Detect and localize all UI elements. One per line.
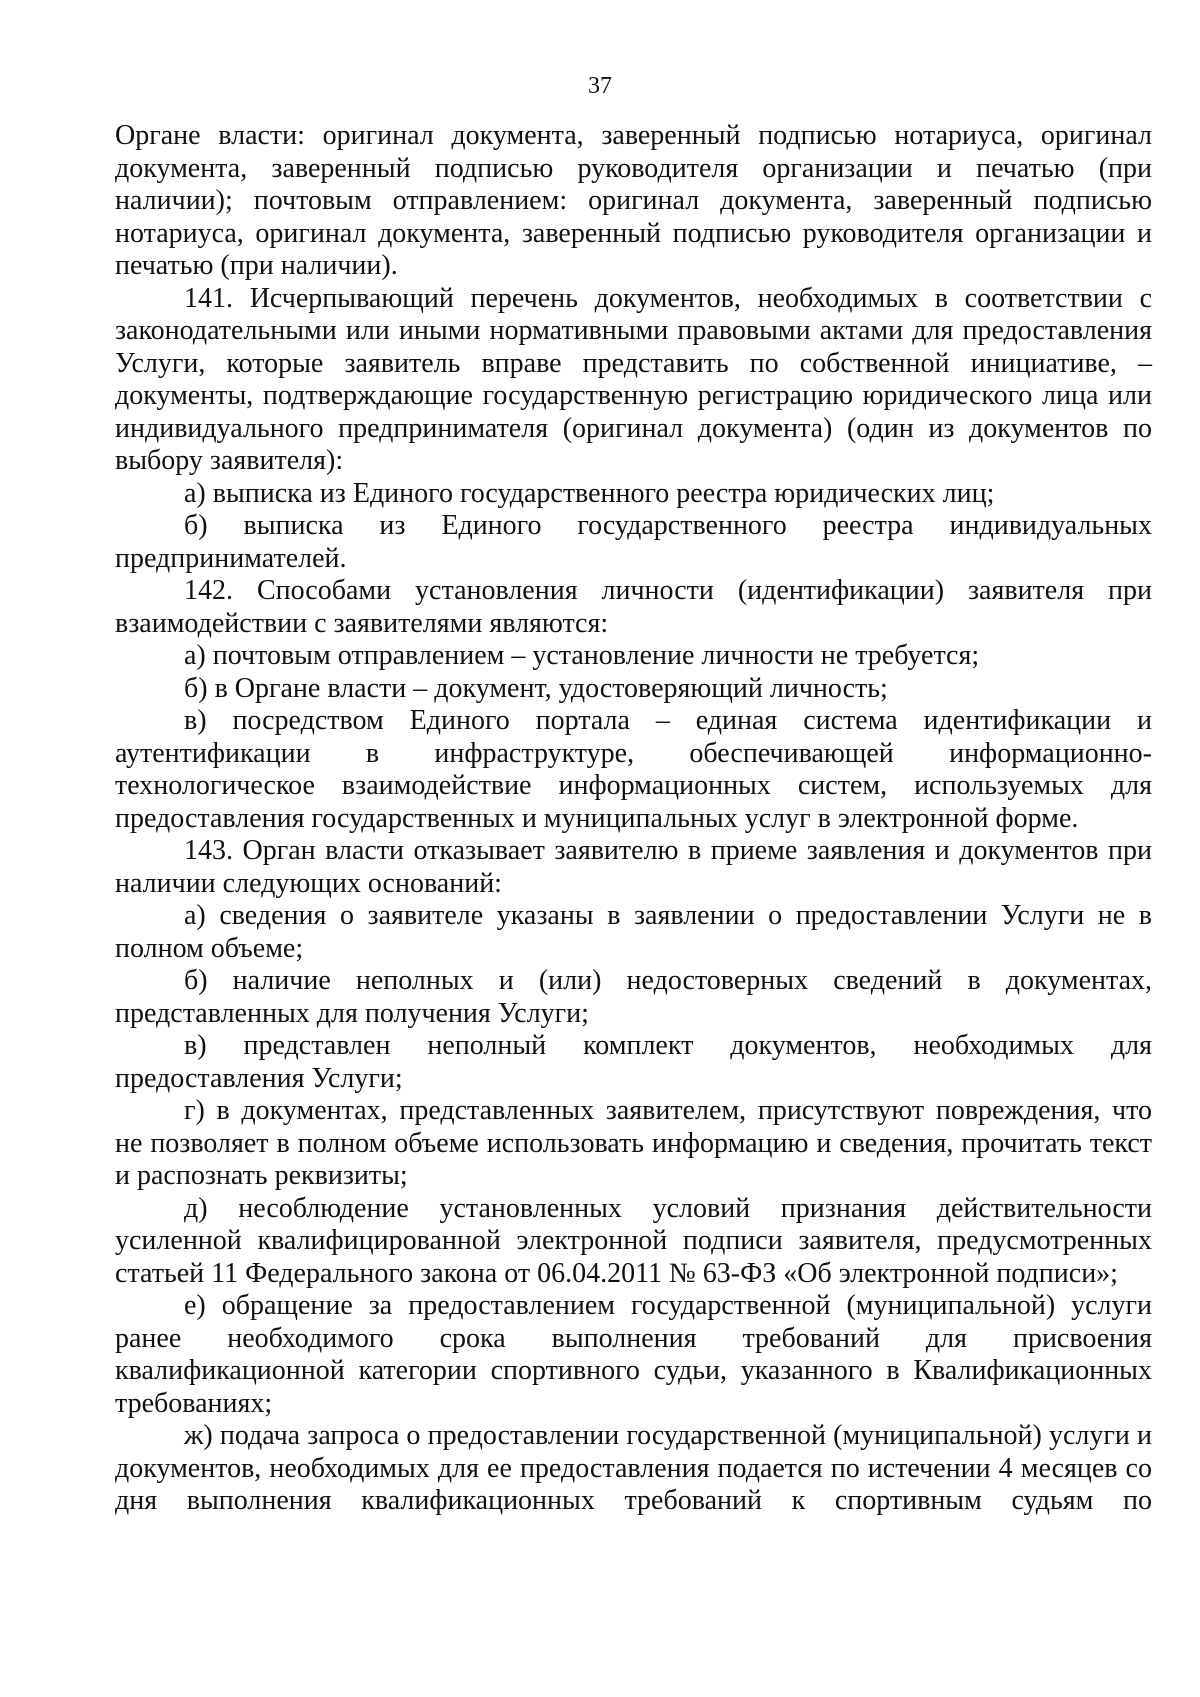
page-number: 37 [588,73,612,99]
list-item-142-b: б) в Органе власти – документ, удостоверяющий личность; [184,672,888,704]
list-item-141-a: а) выписка из Единого государственного реестра юридических лиц; [184,477,995,509]
list-item-143-zh: ж) подача запроса о предоставлении государственной (муниципальной) услуги и документов, необходимых для ее предоставления подается по истечении 4 месяцев со дня выполнения квалификационных требований к спортивным судьям по [115,1420,1152,1516]
list-item-142-a: а) почтовым отправлением – установление личности не требуется; [184,640,980,671]
paragraph-141: 141. Исчерпывающий перечень документов, необходимых в соответствии с законодательными или иными нормативными правовыми актами для предоставления Услуги, которые заявитель вправе представить по собственной инициативе, – документы, подтверждающие государственную регистрацию юридического лица или индивидуального предпринимателя (оригинал документа) (один из документов по выбору заявителя): [115,282,1152,476]
list-item-143-e: е) обращение за предоставлением государственной (муниципальной) услуги ранее необходимого срока выполнения требований для присвоения квалификационной категории спортивного судьи, указанного в Квалификационных требованиях; [115,1290,1152,1419]
list-item-143-a: а) сведения о заявителе указаны в заявлении о предоставлении Услуги не в полном объеме; [115,900,1152,964]
list-item-143-d: д) несоблюдение установленных условий признания действительности усиленной квалифицированной электронной подписи заявителя, предусмотренных статьей 11 Федерального закона от 06.04.2011 № 63-ФЗ «Об электронной подписи»; [115,1192,1152,1289]
list-item-143-b: б) наличие неполных и (или) недостоверных сведений в документах, представленных для получения Услуги; [115,965,1152,1029]
list-item-143-v: в) представлен неполный комплект документов, необходимых для предоставления Услуги; [115,1030,1152,1094]
paragraph-continuation: Органе власти: оригинал документа, заверенный подписью нотариуса, оригинал документа, заверенный подписью руководителя организации и печатью (при наличии); почтовым отправлением: оригинал документа, заверенный подписью нотариуса, оригинал документа, заверенный подписью руководителя организации и печатью (при наличии). [115,120,1152,281]
document-body [115,120,1152,1518]
paragraph-143: 143. Орган власти отказывает заявителю в приеме заявления и документов при наличии следующих оснований: [115,835,1152,899]
paragraph-142: 142. Способами установления личности (идентификации) заявителя при взаимодействии с заявителями являются: [115,575,1152,639]
list-item-142-v: в) посредством Единого портала – единая система идентификации и аутентификации в инфраструктуре, обеспечивающей информационно-технологическое взаимодействие информационных систем, используемых для предоставления государственных и муниципальных услуг в электронной форме. [115,705,1152,834]
list-item-143-g: г) в документах, представленных заявителем, присутствуют повреждения, что не позволяет в полном объеме использовать информацию и сведения, прочитать текст и распознать реквизиты; [115,1095,1152,1191]
list-item-141-b: б) выписка из Единого государственного реестра индивидуальных предпринимателей. [115,510,1152,574]
